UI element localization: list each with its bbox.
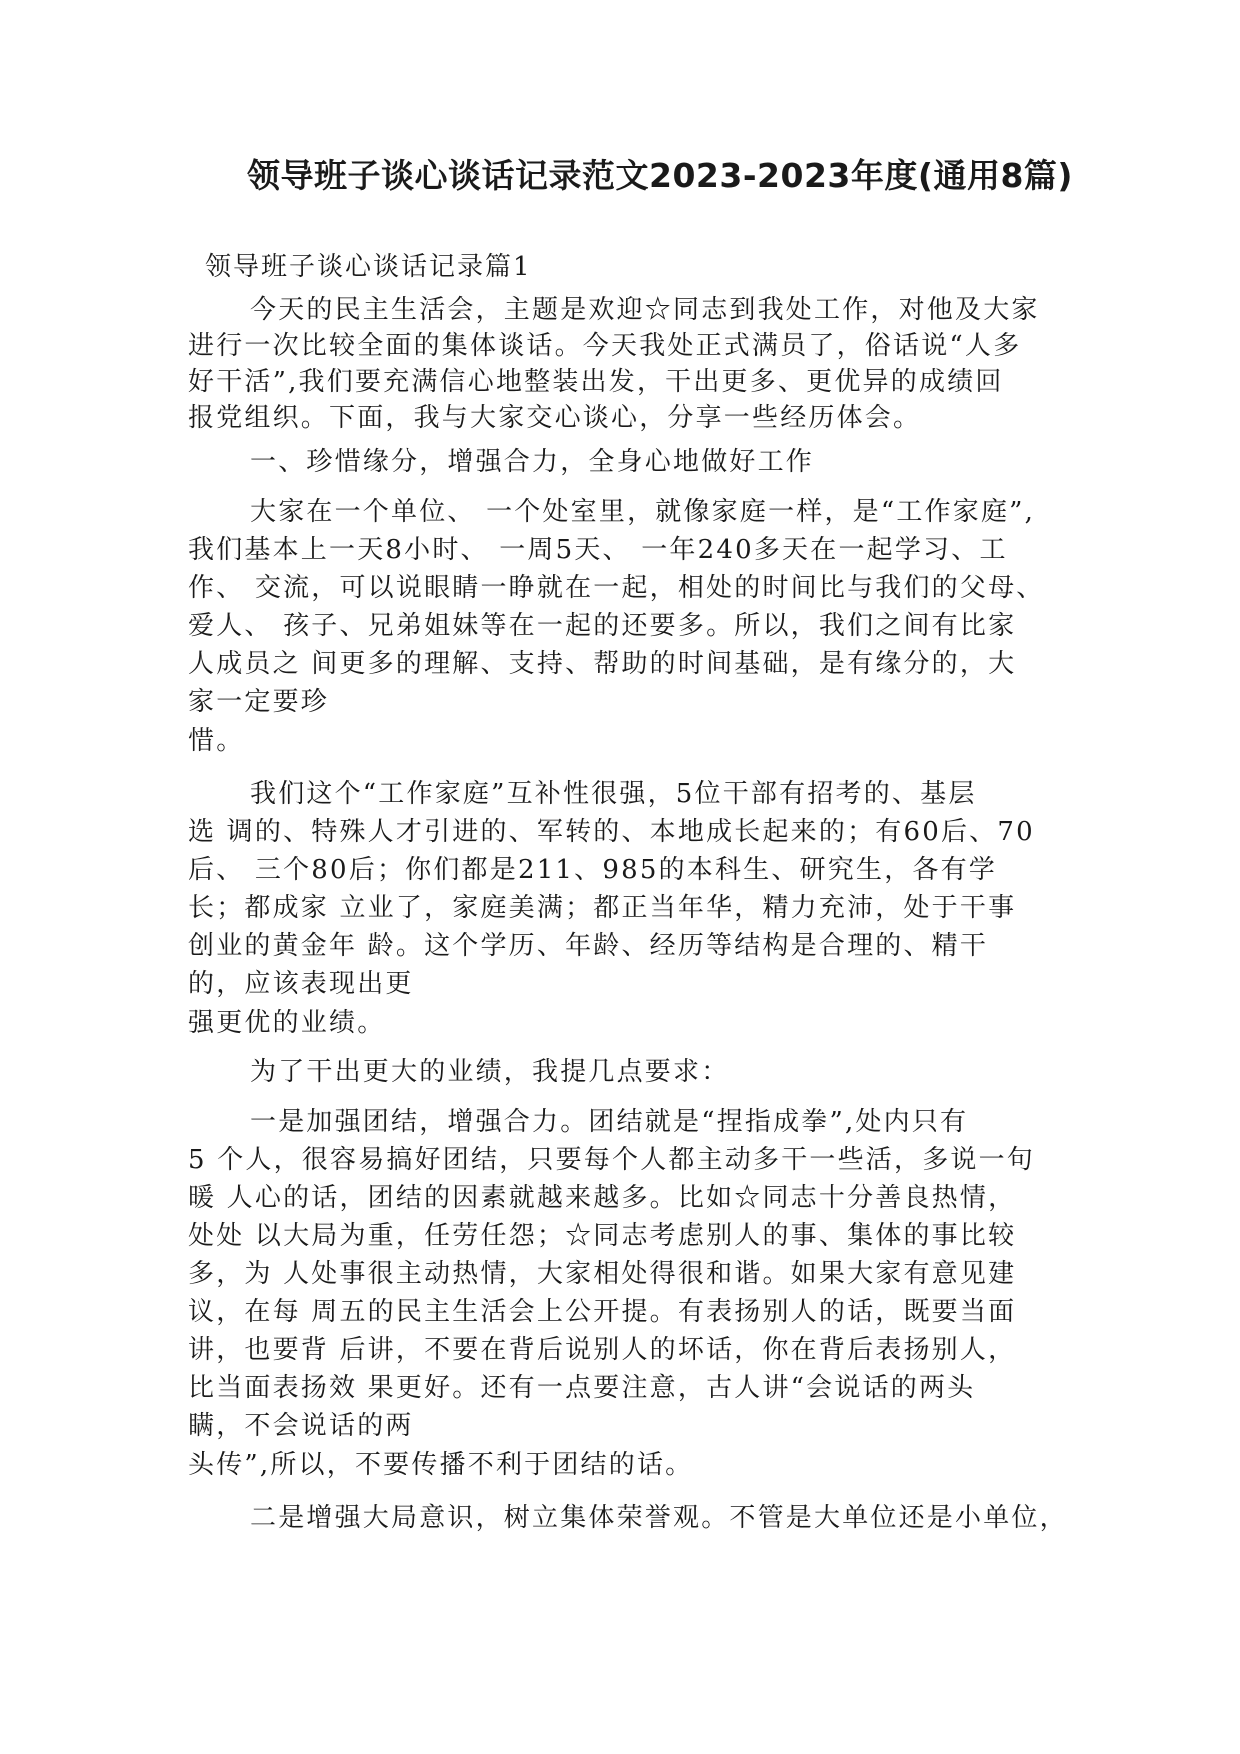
body-line: 的，应该表现出更 xyxy=(188,969,414,999)
subheading-line: 一、珍惜缘分，增强合力，全身心地做好工作 xyxy=(250,447,815,477)
body-line: 大家在一个单位、 一个处室里，就像家庭一样，是“工作家庭”, xyxy=(250,497,1036,527)
body-line: 人成员之 间更多的理解、支持、帮助的时间基础，是有缘分的，大 xyxy=(188,649,1017,679)
body-line: 二是增强大局意识，树立集体荣誉观。不管是大单位还是小单位， xyxy=(250,1503,1068,1533)
body-line: 好干活”,我们要充满信心地整装出发，干出更多、更优异的成绩回 xyxy=(188,367,1004,397)
body-line: 暖 人心的话，团结的因素就越来越多。比如☆同志十分善良热情， xyxy=(188,1183,1017,1213)
document-title: 领导班子谈心谈话记录范文2023-2023年度(通用8篇) xyxy=(246,156,1073,195)
body-line: 为了干出更大的业绩，我提几点要求： xyxy=(250,1057,730,1087)
body-line: 今天的民主生活会，主题是欢迎☆同志到我处工作，对他及大家 xyxy=(250,295,1040,325)
body-line: 多，为 人处事很主动热情，大家相处得很和谐。如果大家有意见建 xyxy=(188,1259,1017,1289)
body-line: 作、 交流，可以说眼睛一睁就在一起，相处的时间比与我们的父母、 xyxy=(188,573,1045,603)
body-line: 一是加强团结，增强合力。团结就是“捏指成拳”,处内只有 xyxy=(250,1107,969,1137)
body-line: 议，在每 周五的民主生活会上公开提。有表扬别人的话，既要当面 xyxy=(188,1297,1017,1327)
body-line: 后、 三个80后；你们都是211、985的本科生、研究生，各有学 xyxy=(188,855,998,885)
body-line: 长；都成家 立业了，家庭美满；都正当年华，精力充沛，处于干事 xyxy=(188,893,1017,923)
body-line: 瞒，不会说话的两 xyxy=(188,1411,414,1441)
body-line: 创业的黄金年 龄。这个学历、年龄、经历等结构是合理的、精干 xyxy=(188,931,989,961)
body-line: 比当面表扬效 果更好。还有一点要注意，古人讲“会说话的两头 xyxy=(188,1373,976,1403)
body-line: 处处 以大局为重，任劳任怨；☆同志考虑别人的事、集体的事比较 xyxy=(188,1221,1017,1251)
body-line: 爱人、 孩子、兄弟姐妹等在一起的还要多。所以，我们之间有比家 xyxy=(188,611,1017,641)
body-line: 报党组织。下面，我与大家交心谈心，分享一些经历体会。 xyxy=(188,403,922,433)
body-line: 进行一次比较全面的集体谈话。今天我处正式满员了，俗话说“人多 xyxy=(188,331,1022,361)
body-line: 5 个人，很容易搞好团结，只要每个人都主动多干一些活，多说一句 xyxy=(188,1145,1036,1175)
body-line: 惜。 xyxy=(188,726,245,756)
body-line: 头传”,所以，不要传播不利于团结的话。 xyxy=(188,1450,694,1480)
body-line: 我们这个“工作家庭”互补性很强，5位干部有招考的、基层 xyxy=(250,779,977,809)
body-line: 讲，也要背 后讲，不要在背后说别人的坏话，你在背后表扬别人， xyxy=(188,1335,1017,1365)
section-heading: 领导班子谈心谈话记录篇1 xyxy=(205,252,532,282)
body-line: 家一定要珍 xyxy=(188,687,330,717)
body-line: 强更优的业绩。 xyxy=(188,1008,386,1038)
body-line: 选 调的、特殊人才引进的、军转的、本地成长起来的；有60后、70 xyxy=(188,817,1035,847)
body-line: 我们基本上一天8小时、 一周5天、 一年240多天在一起学习、工 xyxy=(188,535,1008,565)
